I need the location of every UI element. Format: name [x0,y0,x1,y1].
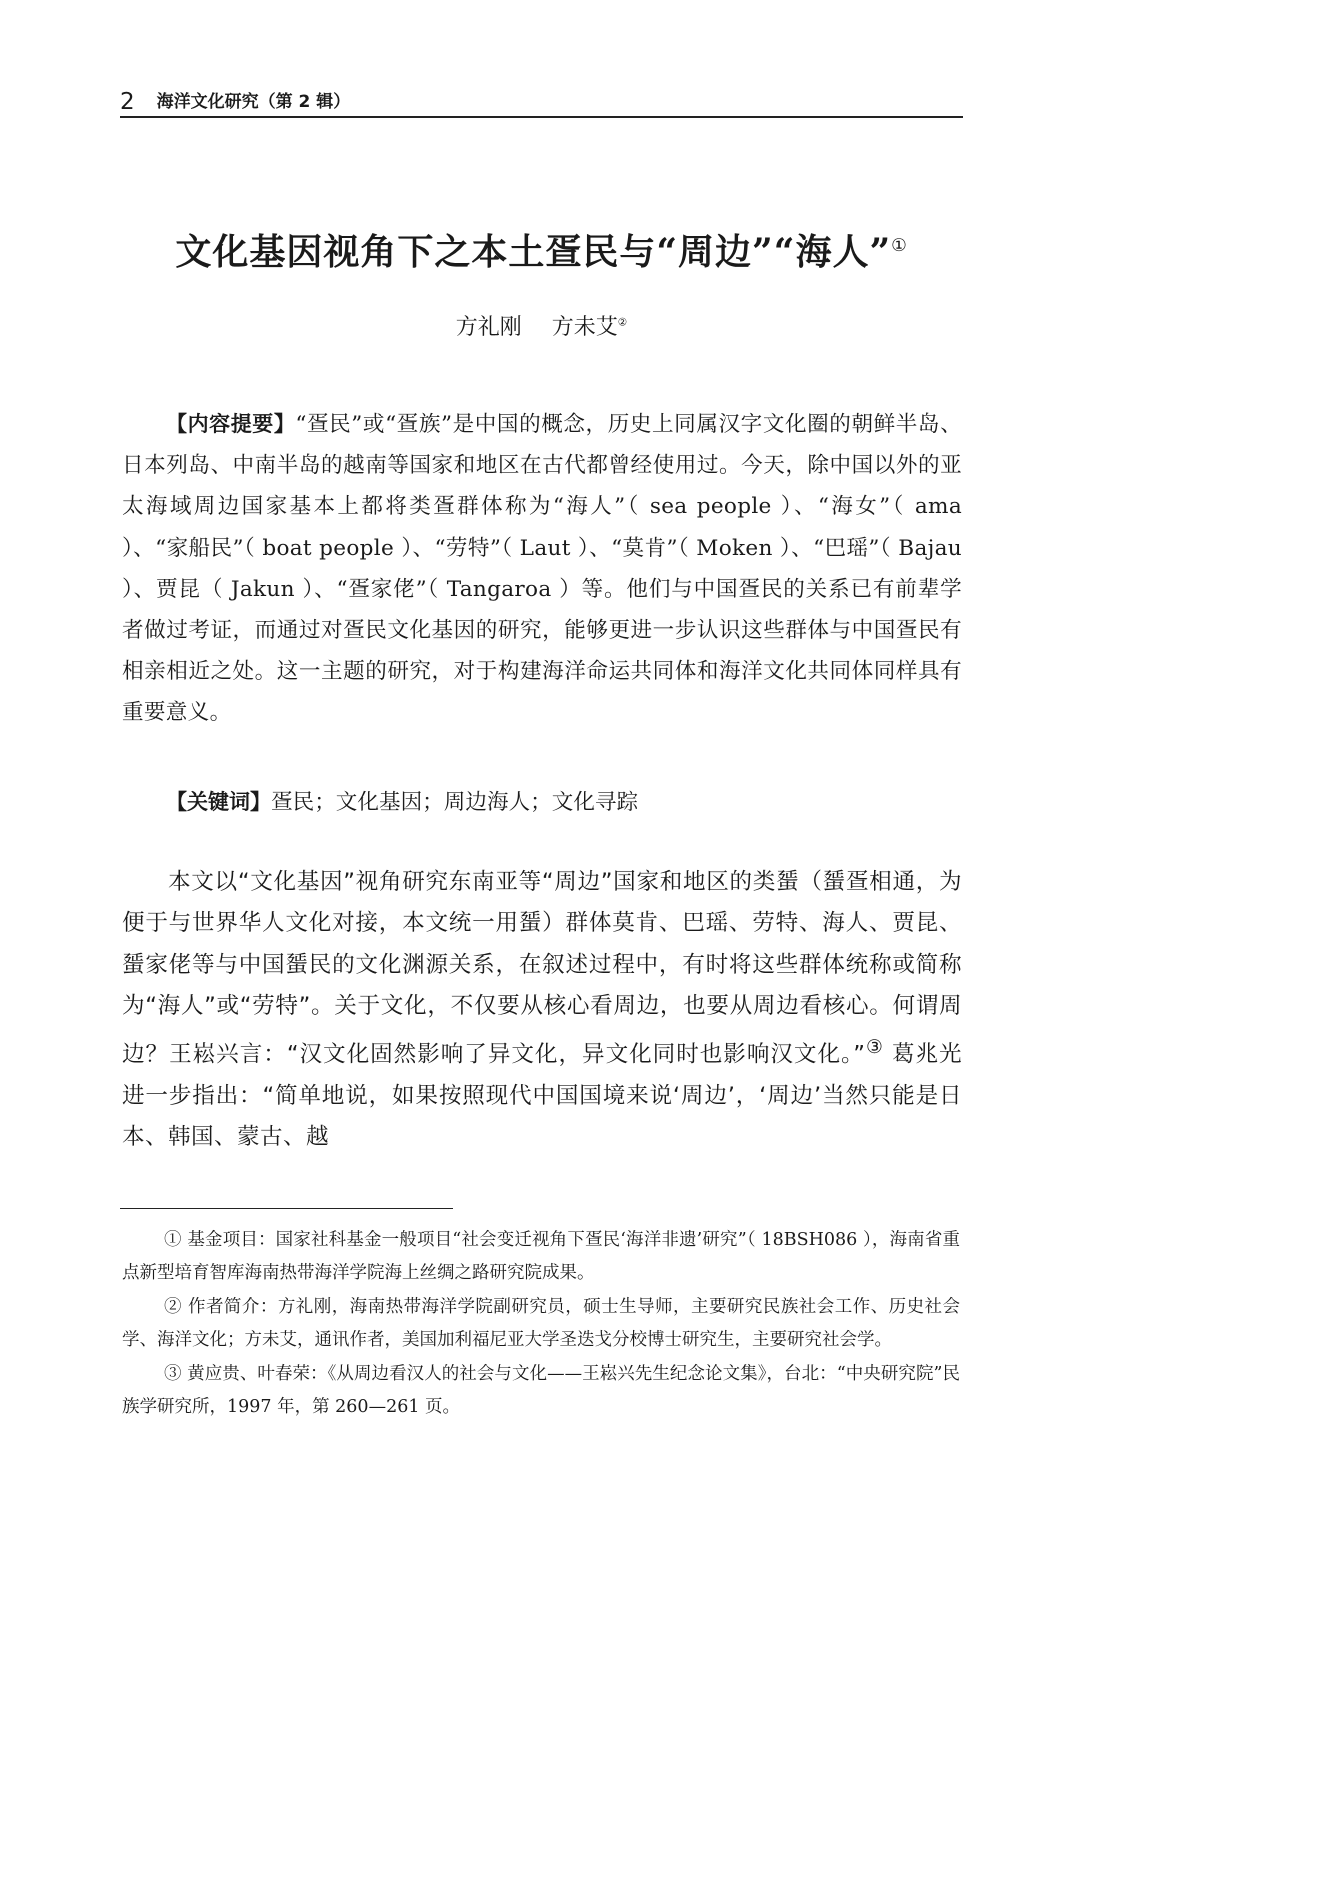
keywords-label: 【关键词】 [166,790,271,814]
journal-title: 海洋文化研究（第 2 辑） [156,92,351,112]
body-text-part: 葛兆光进一步指出：“简单地说，如果按照现代中国国境来说‘周边’，‘周边’当然只能是日本、韩国、蒙古、越 [122,1041,963,1151]
body-text-part: 本文以“文化基因”视角研究东南亚等“周边”国家和地区的类蜑（蜑疍相通，为便于与世界华人文化对接，本文统一用蜑）群体莫肯、巴瑶、劳特、海人、贾昆、蜑家佬等与中国蜑民的文化渊源关系，在叙述过程中，有时将这些群体统称或简称为“海人”或“劳特”。关于文化，不仅要从核心看周边，也要从周边看核心。何谓周边？王崧兴言：“汉文化固然影响了异文化，异文化同时也影响汉文化。” [122,869,962,1068]
footnotes [122,1224,960,1425]
footnote-item: ③ 黄应贵、叶春荣：《从周边看汉人的社会与文化——王崧兴先生纪念论文集》，台北：“中央研究院”民族学研究所，1997 年，第 260—261 页。 [122,1364,960,1417]
article-title-text: 文化基因视角下之本土疍民与“周边”“海人” [175,231,892,273]
author-name: 方未艾 [551,315,618,340]
author-footnote-ref[interactable]: ② [617,316,628,329]
page-number: 2 [120,89,135,115]
title-footnote-ref[interactable]: ① [891,236,908,256]
running-header [120,84,963,118]
keywords-line [122,782,962,823]
article-title [120,226,963,278]
body-paragraph [122,862,962,1159]
footnote-divider [120,1208,453,1209]
article-authors [120,308,963,348]
body-footnote-ref[interactable]: ③ [865,1037,884,1059]
author-name: 方礼刚 [455,315,522,340]
abstract-text: “疍民”或“疍族”是中国的概念，历史上同属汉字文化圈的朝鲜半岛、日本列岛、中南半岛的越南等国家和地区在古代都曾经使用过。今天，除中国以外的亚太海域周边国家基本上都将类疍群体称为“海人”（ sea people ）、“海女”（ ama ）、“家船民”（ boat people ）、“劳特”（ Laut ）、“莫肯”（ Moken ）、“巴瑶”（ Bajau ）、贾昆（ Jakun ）、“疍家佬”（ Tangaroa ）等。他们与中国疍民的关系已有前辈学者做过考证，而通过对疍民文化基因的研究，能够更进一步认识这些群体与中国疍民有相亲相近之处。这一主题的研究，对于构建海洋命运共同体和海洋文化共同体同样具有重要意义。 [122,412,962,726]
footnote-item: ① 基金项目：国家社科基金一般项目“社会变迁视角下疍民‘海洋非遗’研究”（ 18BSH086 ），海南省重点新型培育智库海南热带海洋学院海上丝绸之路研究院成果。 [122,1230,960,1283]
abstract-paragraph [122,404,962,734]
footnote-item: ② 作者简介：方礼刚，海南热带海洋学院副研究员，硕士生导师，主要研究民族社会工作、历史社会学、海洋文化；方未艾，通讯作者，美国加利福尼亚大学圣迭戈分校博士研究生，主要研究社会学。 [122,1297,960,1350]
abstract-label: 【内容提要】 [166,412,296,436]
keywords-text: 疍民；文化基因；周边海人；文化寻踪 [271,790,639,815]
